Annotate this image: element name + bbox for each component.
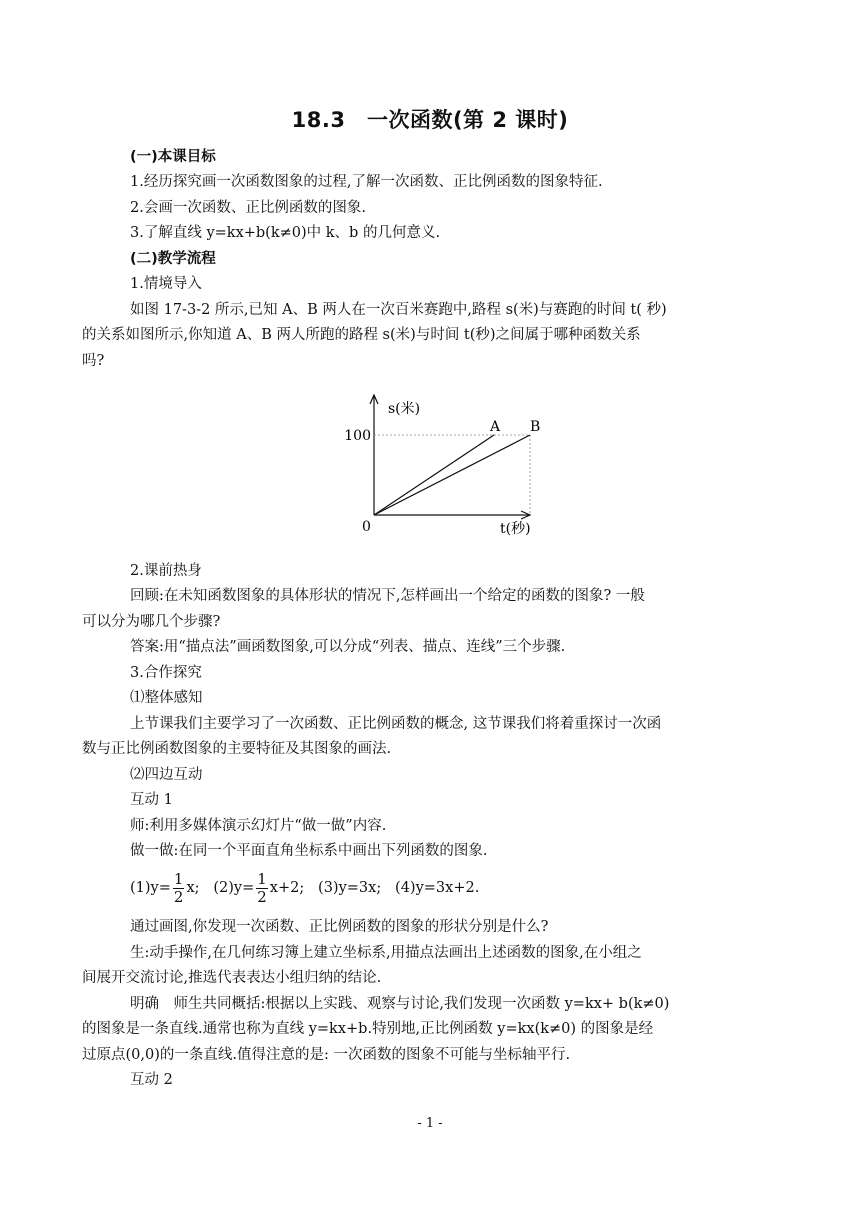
formula-4: (4)y=3x+2. <box>395 880 480 896</box>
paragraph: ⑴整体感知 <box>130 690 203 706</box>
paragraph: ⑵四边互动 <box>130 767 203 783</box>
paragraph: 过原点(0,0)的一条直线.值得注意的是: 一次函数的图象不可能与坐标轴平行. <box>82 1047 571 1063</box>
paragraph: 3.合作探究 <box>130 665 202 681</box>
paragraph: 如图 17-3-2 所示,已知 A、B 两人在一次百米赛跑中,路程 s(米)与赛跑的时间 t( 秒) <box>130 302 667 318</box>
formula-1-prefix: (1)y= <box>130 880 171 896</box>
x-axis-label: t(秒) <box>500 521 531 537</box>
paragraph: 互动 1 <box>130 792 173 808</box>
paragraph: 通过画图,你发现一次函数、正比例函数的图象的形状分别是什么? <box>130 919 549 935</box>
goal-item-2: 2.会画一次函数、正比例函数的图象. <box>130 200 366 216</box>
race-chart <box>330 385 560 545</box>
paragraph: 师:利用多媒体演示幻灯片“做一做”内容. <box>130 818 387 834</box>
formula-2-prefix: (2)y= <box>213 880 255 896</box>
paragraph: 数与正比例函数图象的主要特征及其图象的画法. <box>82 741 392 757</box>
paragraph: 生:动手操作,在几何练习簿上建立坐标系,用描点法画出上述函数的图象,在小组之 <box>130 945 642 961</box>
fraction-numerator: 1 <box>173 869 184 888</box>
paragraph: 回顾:在未知函数图象的具体形状的情况下,怎样画出一个给定的函数的图象? 一般 <box>130 588 645 604</box>
section-heading-goals: (一)本课目标 <box>130 149 216 165</box>
paragraph: 2.课前热身 <box>130 563 202 579</box>
paragraph: 的关系如图所示,你知道 A、B 两人所跑的路程 s(米)与时间 t(秒)之间属于哪种函数关系 <box>82 327 641 343</box>
paragraph: 上节课我们主要学习了一次函数、正比例函数的概念, 这节课我们将着重探讨一次函 <box>130 716 662 732</box>
series-line-B <box>374 435 530 515</box>
origin-label: 0 <box>362 519 371 535</box>
series-label-B: B <box>530 419 541 435</box>
fraction-half <box>173 871 185 906</box>
formula-1-suffix: x; <box>186 880 200 896</box>
page-number: - 1 - <box>417 1116 443 1131</box>
fraction-numerator: 1 <box>257 869 267 888</box>
series-label-A: A <box>490 419 501 435</box>
paragraph: 互动 2 <box>130 1072 173 1088</box>
formula-3: (3)y=3x; <box>318 880 382 896</box>
paragraph: 1.情境导入 <box>130 276 202 292</box>
fraction-half <box>256 871 268 906</box>
fraction-denominator: 2 <box>257 887 267 906</box>
fraction-denominator: 2 <box>173 887 184 906</box>
formula-line <box>130 868 830 908</box>
goal-item-1: 1.经历探究画一次函数图象的过程,了解一次函数、正比例函数的图象特征. <box>130 174 603 190</box>
paragraph: 的图象是一条直线.通常也称为直线 y=kx+b.特别地,正比例函数 y=kx(k≠0) 的图象是经 <box>82 1021 654 1037</box>
paragraph: 间展开交流讨论,推选代表表达小组归纳的结论. <box>82 970 382 986</box>
paragraph: 做一做:在同一个平面直角坐标系中画出下列函数的图象. <box>130 843 488 859</box>
series-line-A <box>374 435 494 515</box>
page-title: 18.3 一次函数(第 2 课时) <box>291 108 569 132</box>
y-axis-label: s(米) <box>388 401 421 417</box>
formula-2-suffix: x+2; <box>269 880 305 896</box>
paragraph: 可以分为哪几个步骤? <box>82 614 221 630</box>
y-tick-label: 100 <box>344 428 371 444</box>
paragraph: 明确 师生共同概括:根据以上实践、观察与讨论,我们发现一次函数 y=kx+ b(k≠0) <box>130 996 670 1012</box>
paragraph: 吗? <box>82 353 105 369</box>
section-heading-process: (二)教学流程 <box>130 251 216 267</box>
paragraph: 答案:用“描点法”画函数图象,可以分成“列表、描点、连线”三个步骤. <box>130 639 566 655</box>
goal-item-3: 3.了解直线 y=kx+b(k≠0)中 k、b 的几何意义. <box>130 225 441 241</box>
